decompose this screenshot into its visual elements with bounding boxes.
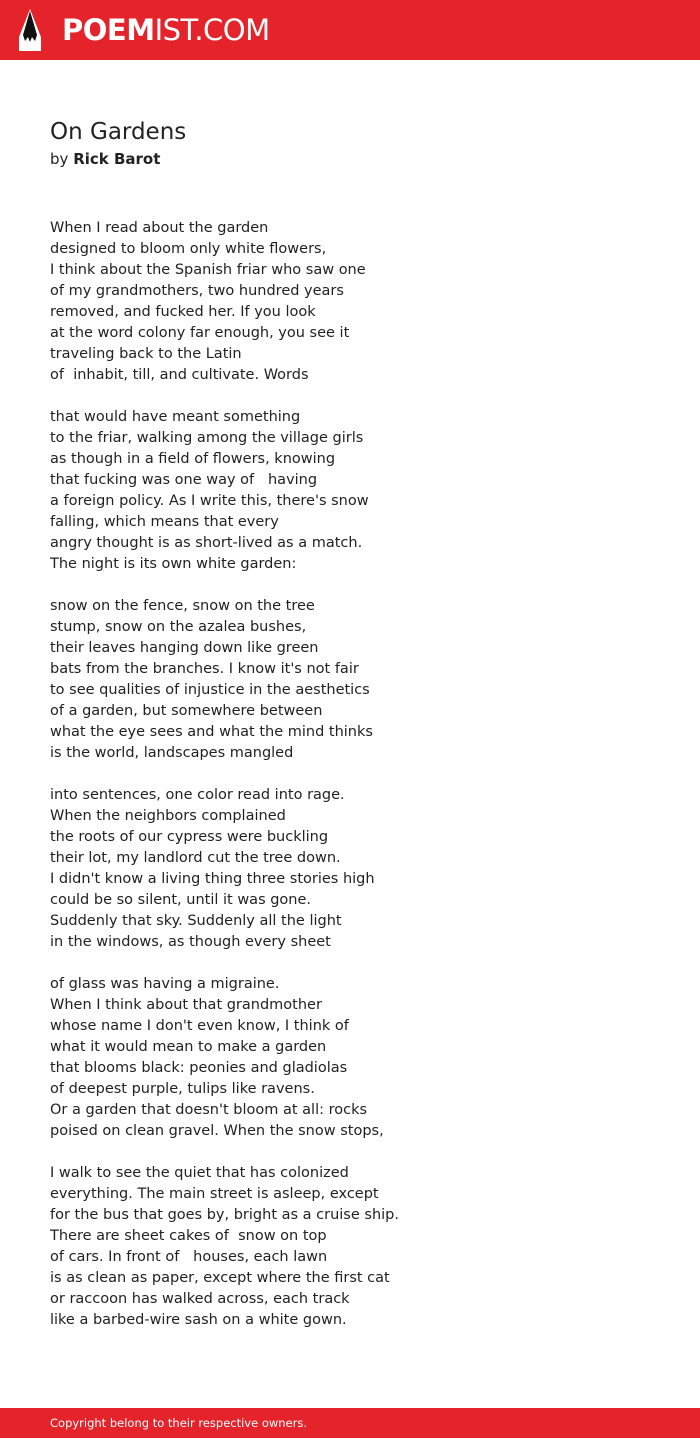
poem-line: what it would mean to make a garden bbox=[50, 1039, 327, 1055]
poem-line: what the eye sees and what the mind thinks bbox=[50, 724, 373, 740]
poem-line: everything. The main street is asleep, except bbox=[50, 1186, 379, 1202]
poem-line: I think about the Spanish friar who saw one bbox=[50, 262, 366, 278]
poem-line: that fucking was one way of having bbox=[50, 472, 318, 488]
poem-line: of inhabit, till, and cultivate. Words bbox=[50, 367, 309, 383]
poem-line: bats from the branches. I know it's not fair bbox=[50, 661, 359, 677]
poem-line: There are sheet cakes of snow on top bbox=[50, 1228, 327, 1244]
poem-line: of my grandmothers, two hundred years bbox=[50, 283, 344, 299]
poem-line: a foreign policy. As I write this, there's snow bbox=[50, 493, 369, 509]
poem-line: When the neighbors complained bbox=[50, 808, 286, 824]
poem-line: their lot, my landlord cut the tree down. bbox=[50, 850, 341, 866]
poem-stanza bbox=[50, 1163, 670, 1331]
poem-line: angry thought is as short-lived as a match. bbox=[50, 535, 363, 551]
poem-line: snow on the fence, snow on the tree bbox=[50, 598, 315, 614]
poem-stanza bbox=[50, 596, 670, 764]
site-header bbox=[0, 0, 700, 60]
poem-line: that blooms black: peonies and gladiolas bbox=[50, 1060, 348, 1076]
pen-nib-logo-icon[interactable] bbox=[17, 9, 43, 51]
poem-line: is the world, landscapes mangled bbox=[50, 745, 294, 761]
copyright-text: Copyright belong to their respective owners. bbox=[50, 1416, 308, 1430]
poem-line: of glass was having a migraine. bbox=[50, 976, 280, 992]
poem-line: at the word colony far enough, you see it bbox=[50, 325, 350, 341]
poem-title: On Gardens bbox=[50, 119, 187, 145]
poem-line: When I think about that grandmother bbox=[50, 997, 322, 1013]
poem-line: of a garden, but somewhere between bbox=[50, 703, 323, 719]
poem-line: for the bus that goes by, bright as a cruise ship. bbox=[50, 1207, 399, 1223]
poem-line: I didn't know a living thing three stories high bbox=[50, 871, 375, 887]
poem-line: Or a garden that doesn't bloom at all: rocks bbox=[50, 1102, 368, 1118]
poem-byline bbox=[50, 148, 160, 170]
poem-line: whose name I don't even know, I think of bbox=[50, 1018, 349, 1034]
by-label: by bbox=[50, 150, 69, 168]
poem-stanza bbox=[50, 218, 670, 386]
poem-line: stump, snow on the azalea bushes, bbox=[50, 619, 307, 635]
poem-line: like a barbed-wire sash on a white gown. bbox=[50, 1312, 347, 1328]
site-footer bbox=[0, 1408, 700, 1438]
poem-stanza bbox=[50, 785, 670, 953]
poem-line: that would have meant something bbox=[50, 409, 301, 425]
poem-line: in the windows, as though every sheet bbox=[50, 934, 331, 950]
poem-line: into sentences, one color read into rage. bbox=[50, 787, 345, 803]
poem-line: is as clean as paper, except where the first cat bbox=[50, 1270, 390, 1286]
poem-line: of cars. In front of houses, each lawn bbox=[50, 1249, 328, 1265]
poem-line: could be so silent, until it was gone. bbox=[50, 892, 312, 908]
site-logo[interactable] bbox=[62, 12, 270, 48]
poem-line: Suddenly that sky. Suddenly all the light bbox=[50, 913, 342, 929]
poem-line: of deepest purple, tulips like ravens. bbox=[50, 1081, 315, 1097]
logo-text-bold: POEM bbox=[62, 13, 155, 47]
poem-line: the roots of our cypress were buckling bbox=[50, 829, 329, 845]
poem-line: poised on clean gravel. When the snow stops, bbox=[50, 1123, 384, 1139]
poem-stanza bbox=[50, 407, 670, 575]
poem-line: When I read about the garden bbox=[50, 220, 269, 236]
poem-line: their leaves hanging down like green bbox=[50, 640, 319, 656]
poem-line: I walk to see the quiet that has colonized bbox=[50, 1165, 349, 1181]
logo-text-light: IST.COM bbox=[154, 13, 270, 47]
poem-line: The night is its own white garden: bbox=[50, 556, 297, 572]
poem-line: as though in a field of flowers, knowing bbox=[50, 451, 336, 467]
poem-line: designed to bloom only white flowers, bbox=[50, 241, 327, 257]
poem-line: or raccoon has walked across, each track bbox=[50, 1291, 350, 1307]
poem-line: to the friar, walking among the village girls bbox=[50, 430, 364, 446]
poem-stanza bbox=[50, 974, 670, 1142]
poem-author: Rick Barot bbox=[73, 150, 161, 168]
poem-line: to see qualities of injustice in the aesthetics bbox=[50, 682, 370, 698]
poem-line: removed, and fucked her. If you look bbox=[50, 304, 316, 320]
poem-body bbox=[50, 218, 670, 1352]
poem-line: falling, which means that every bbox=[50, 514, 279, 530]
poem-line: traveling back to the Latin bbox=[50, 346, 242, 362]
